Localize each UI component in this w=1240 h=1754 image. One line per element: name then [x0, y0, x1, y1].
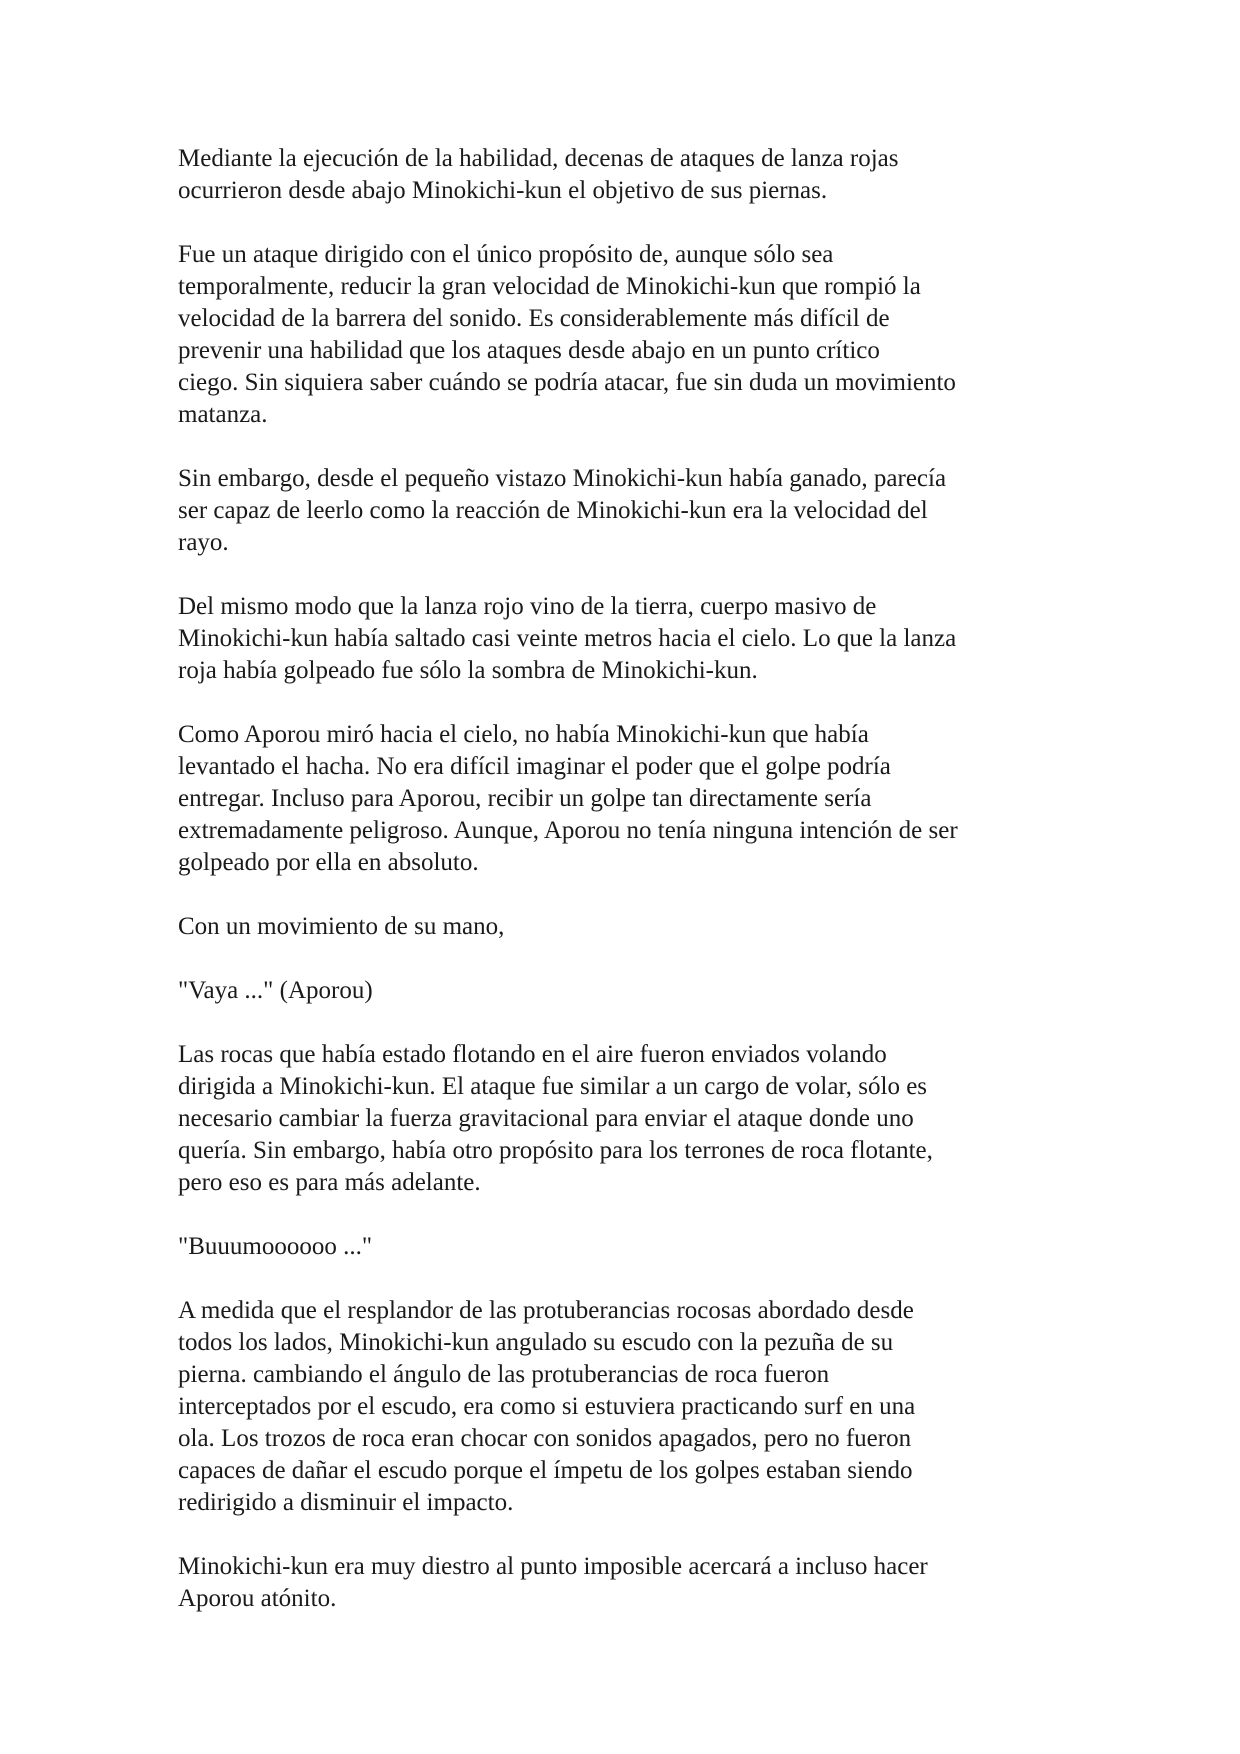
text-line: quería. Sin embargo, había otro propósito para los terrones de roca flotante,	[178, 1137, 933, 1164]
text-line: "Vaya ..." (Aporou)	[178, 977, 373, 1004]
text-line: Del mismo modo que la lanza rojo vino de la tierra, cuerpo masivo de	[178, 593, 877, 620]
text-line: Las rocas que había estado flotando en el aire fueron enviados volando	[178, 1041, 887, 1068]
paragraph	[178, 719, 1078, 879]
paragraph	[178, 143, 1078, 207]
text-line: todos los lados, Minokichi-kun angulado su escudo con la pezuña de su	[178, 1329, 894, 1356]
text-line: pero eso es para más adelante.	[178, 1169, 481, 1196]
text-line: Aporou atónito.	[178, 1585, 337, 1612]
text-line: levantado el hacha. No era difícil imaginar el poder que el golpe podría	[178, 753, 891, 780]
text-line: extremadamente peligroso. Aunque, Aporou no tenía ninguna intención de ser	[178, 817, 958, 844]
text-line: redirigido a disminuir el impacto.	[178, 1489, 514, 1516]
text-line: necesario cambiar la fuerza gravitacional para enviar el ataque donde uno	[178, 1105, 914, 1132]
text-line: ola. Los trozos de roca eran chocar con sonidos apagados, pero no fueron	[178, 1425, 912, 1452]
paragraph	[178, 1231, 1078, 1263]
text-line: velocidad de la barrera del sonido. Es considerablemente más difícil de	[178, 305, 890, 332]
paragraph	[178, 1039, 1078, 1199]
paragraph	[178, 911, 1078, 943]
text-line: capaces de dañar el escudo porque el ímpetu de los golpes estaban siendo	[178, 1457, 913, 1484]
text-line: golpeado por ella en absoluto.	[178, 849, 479, 876]
text-line: interceptados por el escudo, era como si estuviera practicando surf en una	[178, 1393, 916, 1420]
paragraph	[178, 591, 1078, 687]
text-line: Como Aporou miró hacia el cielo, no había Minokichi-kun que había	[178, 721, 869, 748]
text-line: dirigida a Minokichi-kun. El ataque fue similar a un cargo de volar, sólo es	[178, 1073, 928, 1100]
text-line: roja había golpeado fue sólo la sombra de Minokichi-kun.	[178, 657, 758, 684]
text-line: Con un movimiento de su mano,	[178, 913, 505, 940]
text-line: "Buuumoooooo ..."	[178, 1233, 373, 1260]
text-line: Fue un ataque dirigido con el único propósito de, aunque sólo sea	[178, 241, 834, 268]
document-page	[178, 143, 1078, 1647]
paragraph	[178, 975, 1078, 1007]
text-line: temporalmente, reducir la gran velocidad de Minokichi-kun que rompió la	[178, 273, 921, 300]
paragraph	[178, 1295, 1078, 1519]
paragraph	[178, 463, 1078, 559]
paragraph	[178, 1551, 1078, 1615]
text-line: Sin embargo, desde el pequeño vistazo Minokichi-kun había ganado, parecía	[178, 465, 947, 492]
text-line: ser capaz de leerlo como la reacción de Minokichi-kun era la velocidad del	[178, 497, 928, 524]
text-line: entregar. Incluso para Aporou, recibir un golpe tan directamente sería	[178, 785, 872, 812]
text-line: pierna. cambiando el ángulo de las protuberancias de roca fueron	[178, 1361, 830, 1388]
text-line: prevenir una habilidad que los ataques desde abajo en un punto crítico	[178, 337, 880, 364]
text-line: ciego. Sin siquiera saber cuándo se podría atacar, fue sin duda un movimiento	[178, 369, 956, 396]
text-line: Mediante la ejecución de la habilidad, decenas de ataques de lanza rojas	[178, 145, 899, 172]
text-line: matanza.	[178, 401, 268, 428]
text-line: A medida que el resplandor de las protuberancias rocosas abordado desde	[178, 1297, 914, 1324]
text-line: Minokichi-kun había saltado casi veinte metros hacia el cielo. Lo que la lanza	[178, 625, 957, 652]
text-line: ocurrieron desde abajo Minokichi-kun el objetivo de sus piernas.	[178, 177, 828, 204]
text-line: Minokichi-kun era muy diestro al punto imposible acercará a incluso hacer	[178, 1553, 928, 1580]
paragraph	[178, 239, 1078, 431]
text-line: rayo.	[178, 529, 229, 556]
